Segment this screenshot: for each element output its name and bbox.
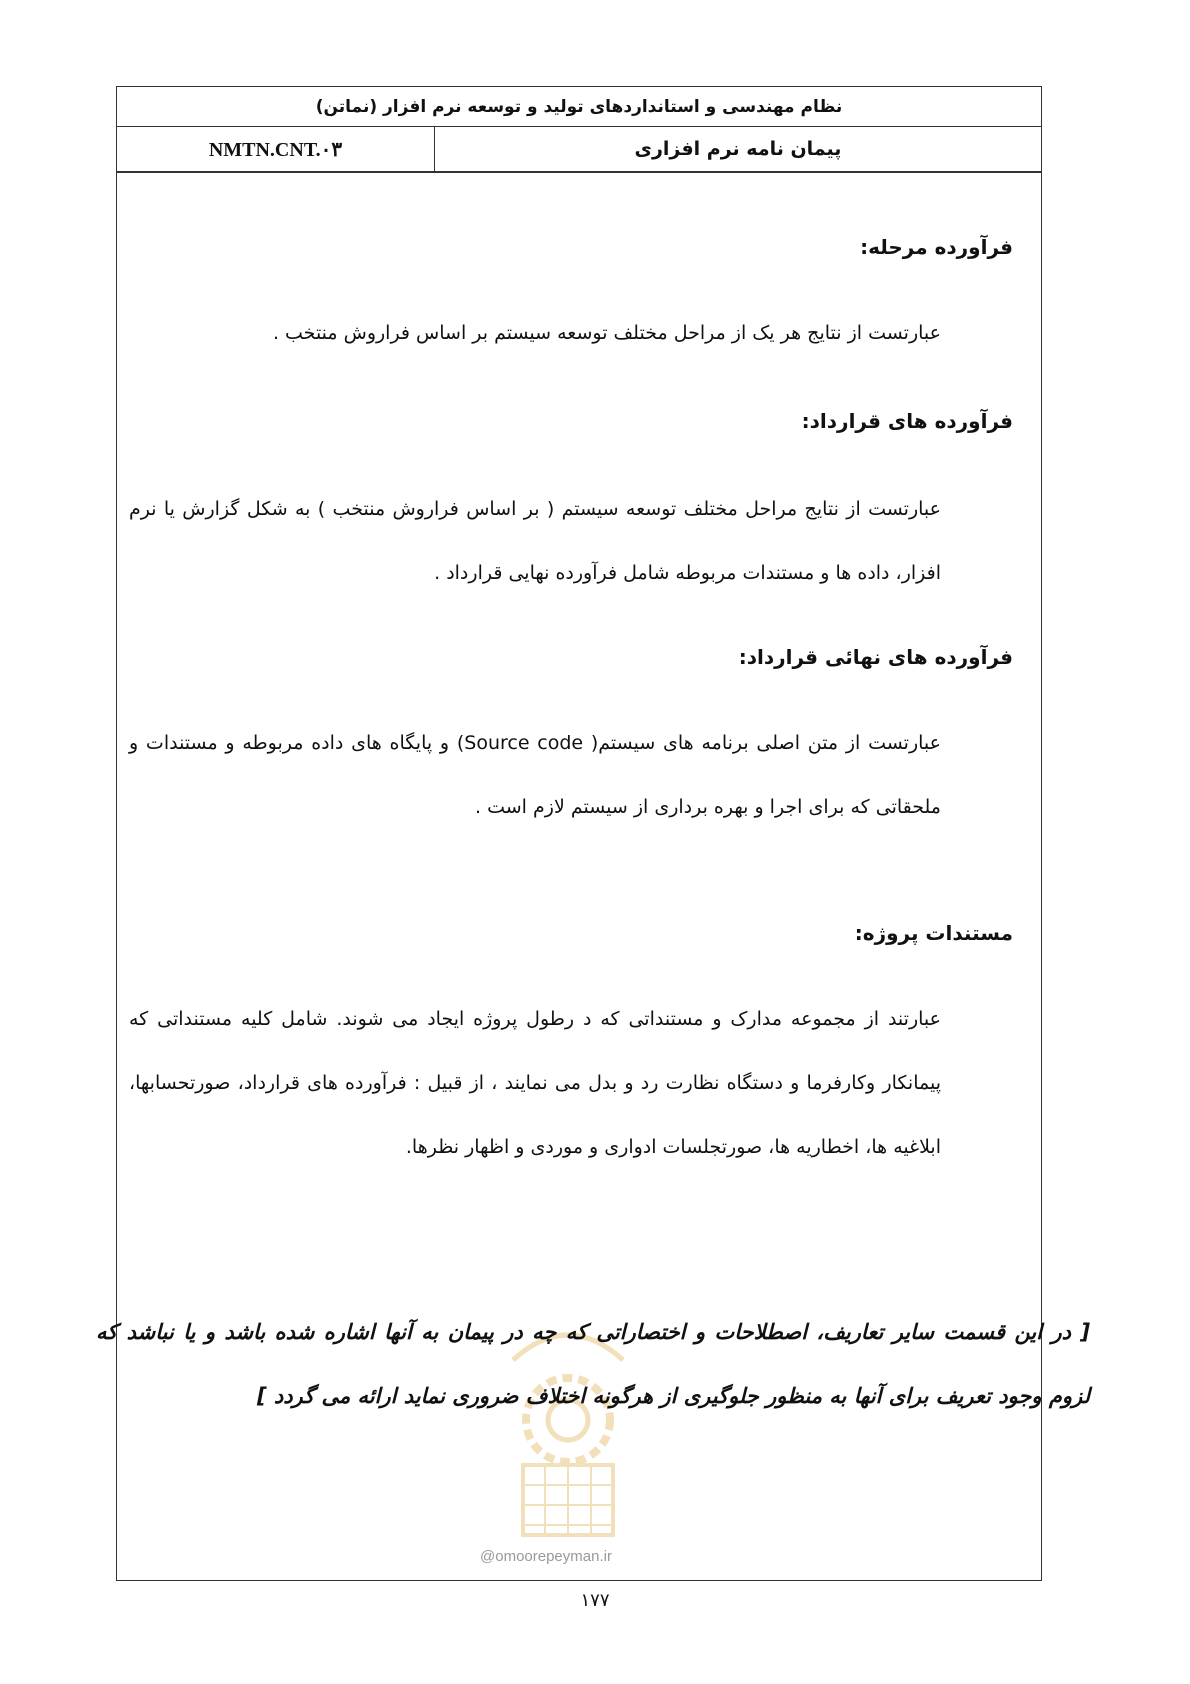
section-heading: مستندات پروژه: <box>854 921 1013 945</box>
page-number: ۱۷۷ <box>580 1590 610 1611</box>
section-paragraph: عبارتست از نتایج هر یک از مراحل مختلف توسعه سیستم بر اساس فراروش منتخب . <box>272 322 941 344</box>
section-paragraph: عبارتند از مجموعه مدارک و مستنداتی که د رطول پروژه ایجاد می شوند. شامل کلیه مستنداتی که پیمانکار وکارفرما و دستگاه نظارت رد و بدل می نمایند ، از قبیل : فرآورده های قرارداد، صورتحسابها، ابلاغیه ها، اخطاریه ها، صورتجلسات ادواری و موردی و اظهار نظرها. <box>129 1008 941 1158</box>
system-title: نظام مهندسی و استانداردهای تولید و توسعه نرم افزار (نماتن) <box>117 87 1041 127</box>
header-row <box>117 127 1041 173</box>
section-heading: فرآورده های نهائی قرارداد: <box>738 645 1013 669</box>
document-code: NMTN.CNT.۰۳ <box>117 127 435 171</box>
section-paragraph: عبارتست از نتایج مراحل مختلف توسعه سیستم ( بر اساس فراروش منتخب ) به شکل گزارش یا نرم افزار، داده ها و مستندات مربوطه شامل فرآورده نهایی قرارداد . <box>129 498 941 584</box>
footer-note: [ در این قسمت سایر تعاریف، اصطلاحات و اختصاراتی که چه در پیمان به آنها اشاره شده باشد و یا نباشد که لزوم وجود تعریف برای آنها به منظور جلوگیری از هرگونه اختلاف ضروری نماید ارائه می گردد ] <box>96 1320 1090 1408</box>
document-title: پیمان نامه نرم افزاری <box>634 138 842 160</box>
watermark-site: @omoorepeyman.ir <box>480 1548 612 1565</box>
section-heading: فرآورده های قرارداد: <box>801 409 1013 433</box>
section-heading: فرآورده مرحله: <box>860 235 1013 259</box>
section-paragraph: عبارتست از متن اصلی برنامه های سیستم( Source code) و پایگاه های داده مربوطه و مستندات و ملحقاتی که برای اجرا و بهره برداری از سیستم لازم است . <box>129 732 942 818</box>
